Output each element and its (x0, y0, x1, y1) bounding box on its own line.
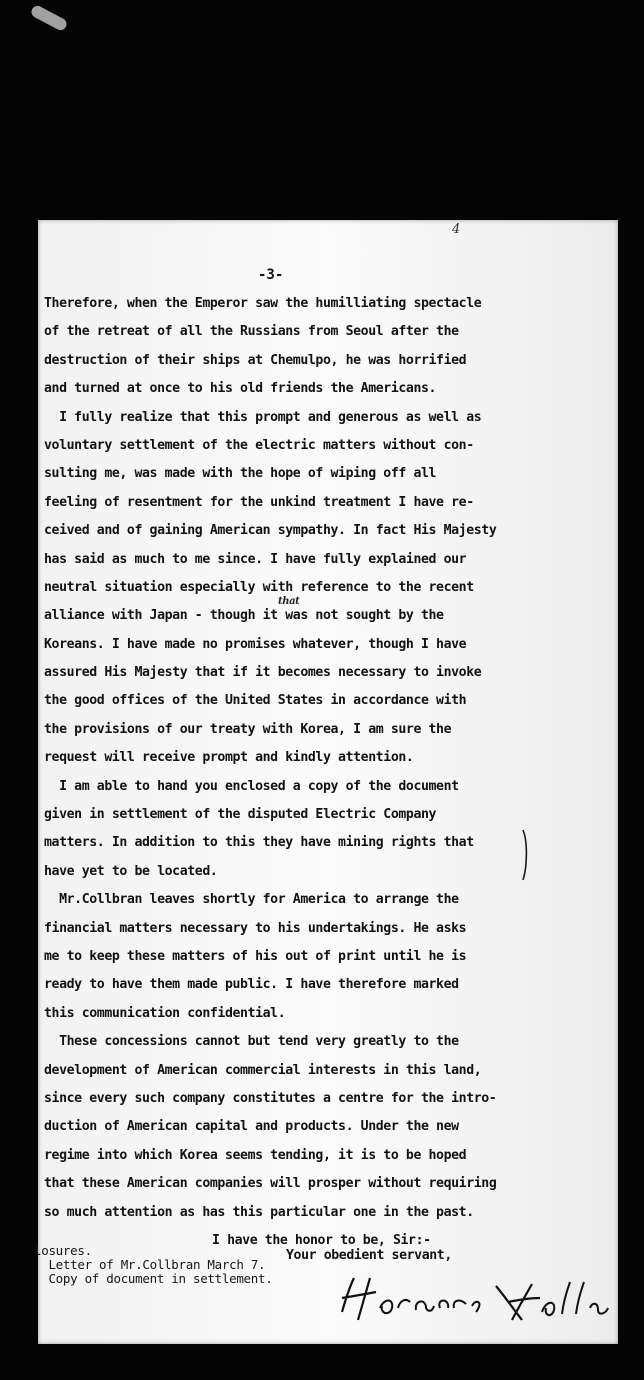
body-line: ready to have them made public. I have therefore marked (44, 977, 459, 993)
body-line: alliance with Japan - though it was not sought by the (44, 608, 444, 624)
body-line: since every such company constitutes a centre for the intro- (44, 1090, 497, 1106)
body-line: so much attention as has this particular one in the past. (44, 1204, 474, 1220)
body-line: request will receive prompt and kindly attention. (44, 750, 414, 766)
enclosures-list (34, 1244, 272, 1286)
body-line: me to keep these matters of his out of print until he is (44, 948, 467, 964)
handwritten-insert: that (278, 596, 300, 608)
body-line: Mr.Collbran leaves shortly for America to arrange the (44, 892, 459, 908)
body-line: destruction of their ships at Chemulpo, he was horrified (44, 352, 467, 368)
complimentary-close: Your obedient servant, (286, 1248, 452, 1263)
enclosure-line: losures. (34, 1243, 92, 1258)
signature (336, 1268, 612, 1328)
body-line: have yet to be located. (44, 863, 218, 879)
body-line: duction of American capital and products. Under the new (44, 1119, 459, 1135)
handwritten-page-mark: 4 (452, 222, 461, 237)
body-line: assured His Majesty that if it becomes necessary to invoke (44, 665, 482, 681)
margin-bracket-mark (520, 828, 530, 882)
body-line: matters. In addition to this they have mining rights that (44, 835, 474, 851)
body-line: voluntary settlement of the electric matters without con- (44, 437, 474, 453)
body-line: These concessions cannot but tend very greatly to the (44, 1034, 459, 1050)
body-line: financial matters necessary to his undertakings. He asks (44, 920, 467, 936)
body-line: the provisions of our treaty with Korea, I am sure the (44, 721, 452, 737)
body-line: Koreans. I have made no promises whatever, though I have (44, 636, 467, 652)
body-line: that these American companies will prosper without requiring (44, 1176, 497, 1192)
enclosure-line: Letter of Mr.Collbran March 7. (34, 1257, 266, 1272)
body-line: given in settlement of the disputed Electric Company (44, 807, 437, 823)
body-line: Therefore, when the Emperor saw the humilliating spectacle (44, 296, 482, 311)
body-line: and turned at once to his old friends the Americans. (44, 381, 437, 397)
body-line: ceived and of gaining American sympathy. In fact His Majesty (44, 523, 497, 539)
closing-line: I have the honor to be, Sir:- (212, 1233, 431, 1248)
body-line: I am able to hand you enclosed a copy of the document (44, 778, 459, 794)
body-line: the good offices of the United States in accordance with (44, 693, 467, 709)
body-line: regime into which Korea seems tending, it is to be hoped (44, 1147, 467, 1163)
body-line: feeling of resentment for the unkind treatment I have re- (44, 494, 474, 510)
body-line: I fully realize that this prompt and generous as well as (44, 409, 482, 425)
body-line: neutral situation especially with reference to the recent (44, 579, 474, 595)
body-line: this communication confidential. (44, 1005, 286, 1021)
letter-body (44, 290, 614, 1227)
film-speck (29, 4, 68, 32)
enclosure-line: Copy of document in settlement. (34, 1271, 273, 1286)
body-line: has said as much to me since. I have fully explained our (44, 551, 467, 567)
body-line: of the retreat of all the Russians from Seoul after the (44, 324, 459, 340)
body-line: sulting me, was made with the hope of wiping off all (44, 466, 437, 482)
page-number: -3- (258, 267, 284, 283)
body-line: development of American commercial interests in this land, (44, 1062, 482, 1078)
